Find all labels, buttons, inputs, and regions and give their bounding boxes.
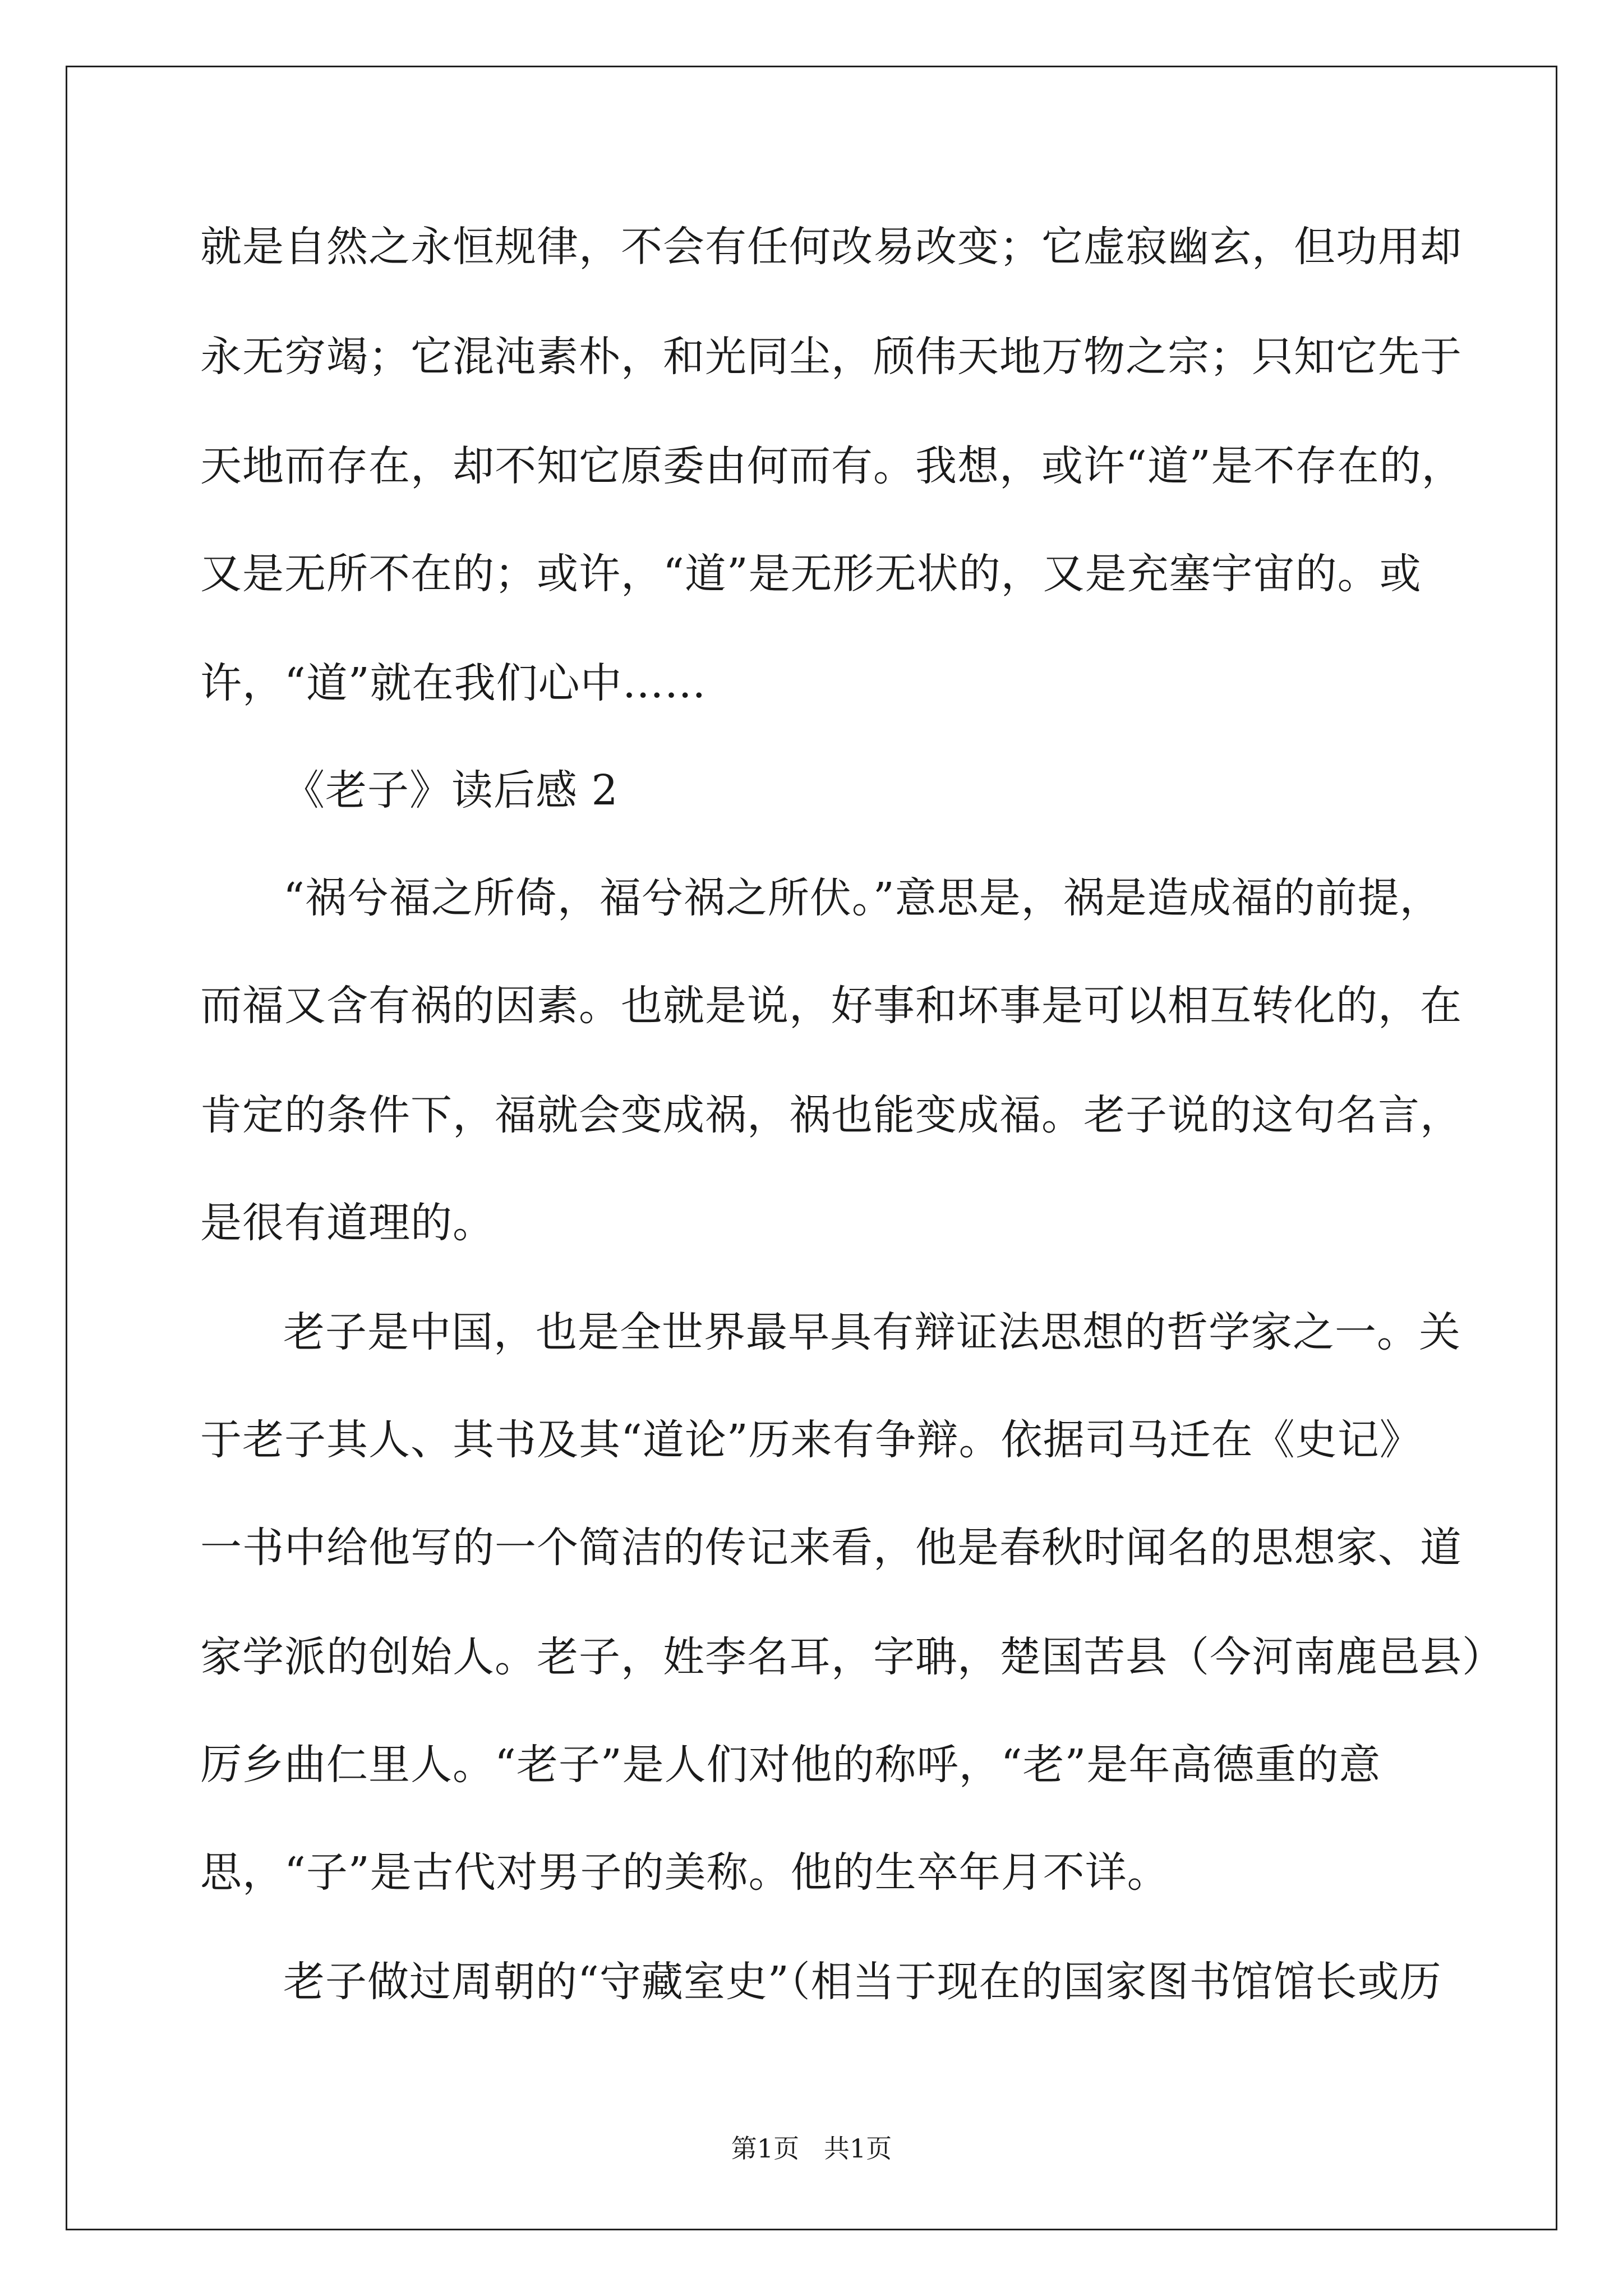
text-line: 天地而存在，却不知它原委由何而有。我想，或许“道”是不存在的，: [200, 442, 1464, 490]
text-line: 家学派的创始人。老子，姓李名耳，字聃，楚国苦县（今河南鹿邑县）: [200, 1633, 1504, 1681]
text-line: “祸兮福之所倚，福兮祸之所伏。”意思是，祸是造成福的前提，: [283, 874, 1442, 922]
text-line: 是很有道理的。: [200, 1199, 495, 1247]
text-line: 老子做过周朝的“守藏室史”（相当于现在的国家图书馆馆长或历: [283, 1958, 1442, 2006]
page-border: [66, 66, 1557, 2230]
text-line: 许，“道”就在我们心中……: [200, 659, 707, 707]
text-line: 一书中给他写的一个简洁的传记来看，他是春秋时闻名的思想家、道: [200, 1524, 1462, 1572]
text-line: 而福又含有祸的因素。也就是说，好事和坏事是可以相互转化的，在: [200, 982, 1462, 1030]
text-line: 永无穷竭；它混沌素朴，和光同尘，颀伟天地万物之宗；只知它先于: [200, 333, 1462, 381]
text-line: 厉乡曲仁里人。“老子”是人们对他的称呼，“老”是年高德重的意: [200, 1741, 1381, 1789]
text-line: 就是自然之永恒规律，不会有任何改易改变；它虚寂幽玄，但功用却: [200, 223, 1462, 271]
text-line: 又是无所不在的；或许，“道”是无形无状的，又是充塞宇宙的。或: [200, 550, 1422, 598]
page-footer: 第1页 共1页: [731, 2133, 892, 2164]
section-heading: 《老子》读后感 2: [283, 766, 619, 815]
text-line: 于老子其人、其书及其“道论”历来有争辩。依据司马迁在《史记》: [200, 1416, 1422, 1464]
text-line: 老子是中国，也是全世界最早具有辩证法思想的哲学家之一。关: [283, 1308, 1461, 1356]
text-line: 思，“子”是古代对男子的美称。他的生卒年月不详。: [200, 1848, 1169, 1897]
text-line: 肯定的条件下，福就会变成祸，祸也能变成福。老子说的这句名言，: [200, 1091, 1462, 1139]
